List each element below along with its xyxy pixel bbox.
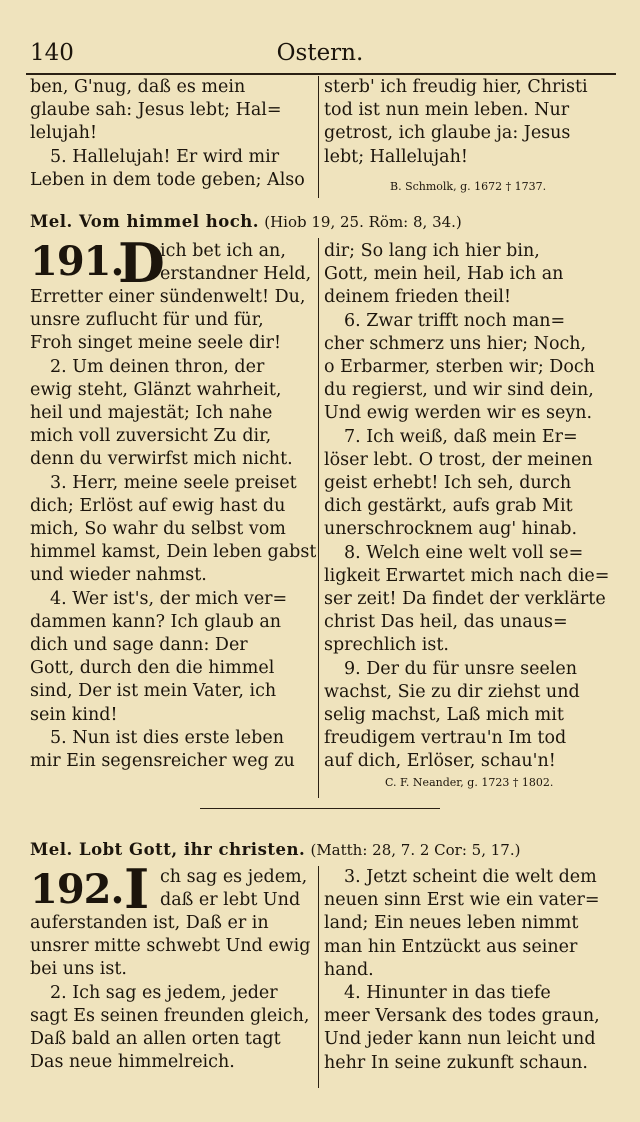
hymn-left-column bbox=[30, 912, 316, 1074]
text-line: sterb' ich freudig hier, Christi bbox=[324, 77, 588, 97]
scripture-reference: (Hiob 19, 25. Röm: 8, 34.) bbox=[264, 213, 462, 231]
text-line: ich bet ich an, bbox=[160, 241, 286, 261]
hymn-right-column bbox=[324, 240, 616, 774]
text-line: unsrer mitte schwebt Und ewig bbox=[30, 936, 311, 957]
hymn-number: 192. bbox=[30, 866, 124, 913]
text-line: meer Versank des todes graun, bbox=[324, 1006, 600, 1027]
text-line: ben, G'nug, daß es mein bbox=[30, 77, 246, 97]
text-line: unerschrocknem aug' hinab. bbox=[324, 519, 578, 540]
text-line: dich; Erlöst auf ewig hast du bbox=[30, 495, 286, 516]
text-line: 6. Zwar trifft noch man= bbox=[344, 310, 566, 331]
text-line: hehr In seine zukunft schaun. bbox=[324, 1052, 588, 1073]
text-line: unsre zuflucht für und für, bbox=[30, 310, 264, 331]
text-line: löser lebt. O trost, der meinen bbox=[324, 449, 593, 470]
hymn-right-column bbox=[324, 866, 616, 1075]
text-line: sprechlich ist. bbox=[324, 635, 449, 656]
drop-capital: D bbox=[118, 231, 165, 295]
author-credit: B. Schmolk, g. 1672 † 1737. bbox=[390, 180, 547, 193]
drop-capital: I bbox=[124, 857, 150, 921]
text-line: denn du verwirfst mich nicht. bbox=[30, 449, 293, 470]
text-line: mir Ein segensreicher weg zu bbox=[30, 751, 295, 772]
text-line: Froh singet meine seele dir! bbox=[30, 333, 282, 354]
text-line: dir; So lang ich hier bin, bbox=[324, 241, 540, 261]
text-line: 3. Jetzt scheint die welt dem bbox=[344, 867, 597, 887]
text-line: Gott, mein heil, Hab ich an bbox=[324, 264, 564, 285]
text-line: 5. Hallelujah! Er wird mir bbox=[50, 146, 280, 167]
text-line: sind, Der ist mein Vater, ich bbox=[30, 681, 277, 702]
text-line: 9. Der du für unsre seelen bbox=[344, 658, 578, 679]
text-line: sein kind! bbox=[30, 704, 118, 725]
text-line: neuen sinn Erst wie ein vater= bbox=[324, 890, 600, 911]
text-line: 2. Um deinen thron, der bbox=[50, 356, 265, 377]
text-line: dammen kann? Ich glaub an bbox=[30, 611, 282, 632]
text-line: Gott, durch den die himmel bbox=[30, 658, 275, 679]
text-line: ligkeit Erwartet mich nach die= bbox=[324, 565, 610, 586]
text-line: Erretter einer sündenwelt! Du, bbox=[30, 287, 306, 307]
text-line: Und jeder kann nun leicht und bbox=[324, 1029, 596, 1050]
text-line: man hin Entzückt aus seiner bbox=[324, 936, 578, 957]
text-line: 4. Wer ist's, der mich ver= bbox=[50, 588, 288, 609]
top-left-column bbox=[30, 76, 316, 192]
text-line: wachst, Sie zu dir ziehst und bbox=[324, 681, 580, 702]
text-line: hand. bbox=[324, 959, 374, 980]
text-line: 3. Herr, meine seele preiset bbox=[50, 472, 297, 493]
text-line: daß er lebt Und bbox=[160, 890, 301, 911]
text-line: cher schmerz uns hier; Noch, bbox=[324, 333, 587, 354]
text-line: du regierst, und wir sind dein, bbox=[324, 380, 594, 401]
text-line: freudigem vertrau'n Im tod bbox=[324, 728, 567, 749]
text-line: 7. Ich weiß, daß mein Er= bbox=[344, 426, 578, 447]
text-line: christ Das heil, das unaus= bbox=[324, 612, 568, 633]
text-line: glaube sah: Jesus lebt; Hal= bbox=[30, 100, 282, 121]
text-line: Daß bald an allen orten tagt bbox=[30, 1029, 281, 1050]
text-line: mich, So wahr du selbst vom bbox=[30, 519, 286, 540]
hymn-left-column bbox=[30, 286, 316, 773]
text-line: land; Ein neues leben nimmt bbox=[324, 913, 579, 934]
text-line: 8. Welch eine welt voll se= bbox=[344, 542, 584, 563]
text-line: auferstanden ist, Daß er in bbox=[30, 913, 269, 933]
text-line: deinem frieden theil! bbox=[324, 287, 512, 308]
text-line: 2. Ich sag es jedem, jeder bbox=[50, 982, 278, 1003]
text-line: ch sag es jedem, bbox=[160, 867, 308, 887]
text-line: auf dich, Erlöser, schau'n! bbox=[324, 751, 556, 772]
text-line: mich voll zuversicht Zu dir, bbox=[30, 426, 272, 447]
text-line: sagt Es seinen freunden gleich, bbox=[30, 1005, 310, 1026]
text-line: himmel kamst, Dein leben gabst bbox=[30, 542, 316, 563]
text-line: 5. Nun ist dies erste leben bbox=[50, 727, 284, 748]
text-line: geist erhebt! Ich seh, durch bbox=[324, 473, 572, 494]
text-line: selig machst, Laß mich mit bbox=[324, 705, 564, 726]
text-line: und wieder nahmst. bbox=[30, 565, 207, 586]
melody-line bbox=[30, 840, 620, 859]
melody-label: Mel. Lobt Gott, ihr christen. bbox=[30, 840, 306, 859]
text-line: lebt; Hallelujah! bbox=[324, 146, 468, 167]
hymn-opening-lines bbox=[160, 240, 316, 286]
text-line: erstandner Held, bbox=[160, 264, 312, 285]
column-divider bbox=[318, 76, 319, 198]
text-line: Das neue himmelreich. bbox=[30, 1052, 235, 1073]
melody-line bbox=[30, 212, 620, 231]
text-line: getrost, ich glaube ja: Jesus bbox=[324, 123, 571, 144]
text-line: Leben in dem tode geben; Also bbox=[30, 169, 305, 190]
text-line: heil und majestät; Ich nahe bbox=[30, 403, 273, 424]
page-number: 140 bbox=[30, 40, 74, 66]
hymn-opening-lines bbox=[160, 866, 316, 912]
text-line: dich gestärkt, aufs grab Mit bbox=[324, 496, 573, 517]
running-head: Ostern. bbox=[276, 40, 364, 66]
scripture-reference: (Matth: 28, 7. 2 Cor: 5, 17.) bbox=[310, 841, 521, 859]
text-line: bei uns ist. bbox=[30, 959, 127, 980]
text-line: lelujah! bbox=[30, 123, 97, 144]
melody-label: Mel. Vom himmel hoch. bbox=[30, 212, 259, 231]
text-line: ewig steht, Glänzt wahrheit, bbox=[30, 379, 282, 400]
column-divider bbox=[318, 866, 319, 1088]
text-line: Und ewig werden wir es seyn. bbox=[324, 403, 593, 424]
top-right-column bbox=[324, 76, 616, 169]
text-line: tod ist nun mein leben. Nur bbox=[324, 100, 570, 121]
section-rule bbox=[200, 808, 440, 809]
column-divider bbox=[318, 238, 319, 798]
text-line: 4. Hinunter in das tiefe bbox=[344, 983, 551, 1004]
author-credit: C. F. Neander, g. 1723 † 1802. bbox=[385, 776, 554, 789]
header-rule bbox=[26, 73, 616, 75]
text-line: o Erbarmer, sterben wir; Doch bbox=[324, 357, 595, 378]
hymn-number: 191. bbox=[30, 238, 124, 285]
text-line: dich und sage dann: Der bbox=[30, 635, 248, 656]
text-line: ser zeit! Da findet der verklärte bbox=[324, 589, 606, 610]
